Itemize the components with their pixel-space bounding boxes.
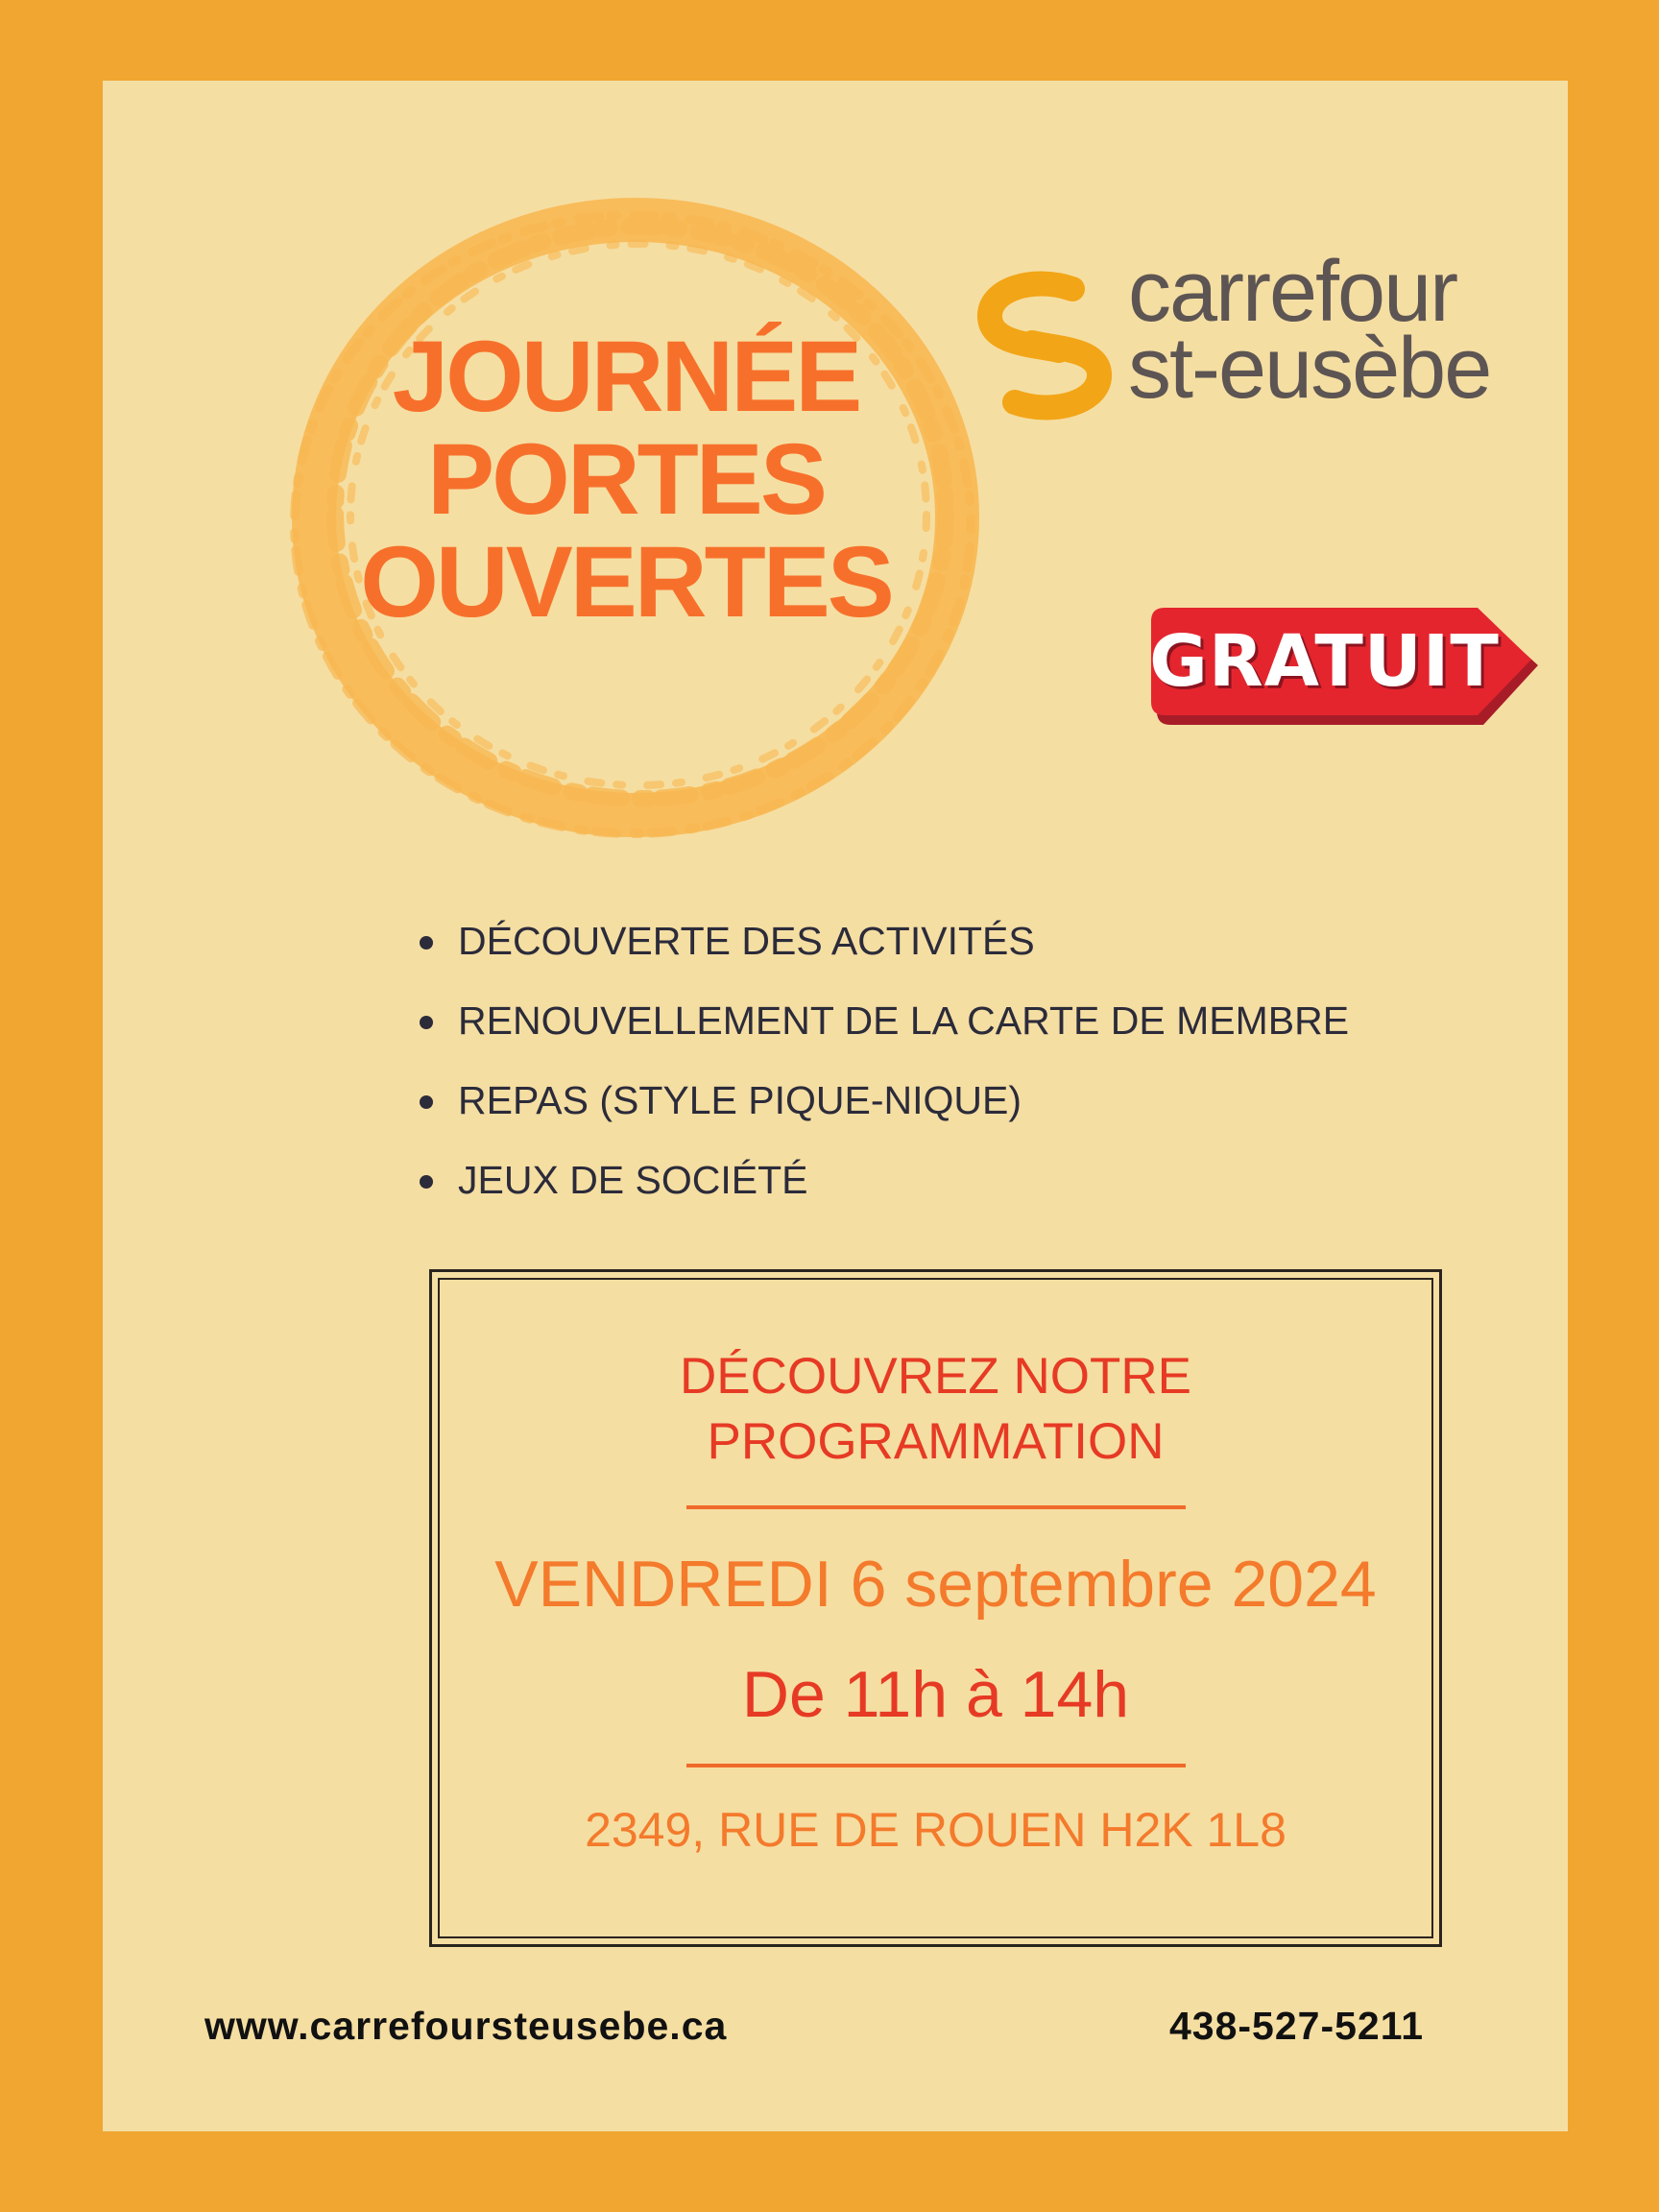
bullet-dot-icon (420, 1175, 433, 1189)
event-address: 2349, RUE DE ROUEN H2K 1L8 (585, 1803, 1286, 1857)
activities-list (420, 913, 1349, 1232)
logo-line-2: st-eusèbe (1128, 321, 1491, 417)
badge-label: GRATUIT (1149, 620, 1500, 703)
event-time: De 11h à 14h (741, 1658, 1130, 1731)
program-heading: DÉCOUVREZ NOTRE PROGRAMMATION (680, 1348, 1191, 1470)
website-link[interactable]: www.carrefoursteusebe.ca (204, 2004, 728, 2048)
list-item: JEUX DE SOCIÉTÉ (420, 1152, 1349, 1232)
divider (686, 1505, 1186, 1509)
logo-wordmark (1128, 244, 1491, 417)
headline-line-2: PORTES (427, 423, 825, 536)
list-item: RENOUVELLEMENT DE LA CARTE DE MEMBRE (420, 993, 1349, 1072)
event-date: VENDREDI 6 septembre 2024 (494, 1548, 1377, 1621)
list-item: REPAS (STYLE PIQUE-NIQUE) (420, 1072, 1349, 1152)
event-info-box (429, 1269, 1442, 1947)
list-item: DÉCOUVERTE DES ACTIVITÉS (420, 913, 1349, 993)
headline-line-1: JOURNÉE (392, 321, 860, 433)
carrefour-logo-mark-icon (967, 268, 1120, 426)
divider (686, 1764, 1186, 1767)
phone-number: 438-527-5211 (1169, 2004, 1425, 2048)
logo-line-1: carrefour (1128, 244, 1457, 340)
carrefour-logo (967, 244, 1562, 426)
bullet-dot-icon (420, 936, 433, 950)
event-headline (314, 321, 938, 638)
free-badge (1149, 604, 1548, 731)
bullet-dot-icon (420, 1095, 433, 1109)
headline-line-3: OUVERTES (360, 526, 892, 638)
bullet-dot-icon (420, 1016, 433, 1029)
poster-panel (103, 81, 1568, 2131)
